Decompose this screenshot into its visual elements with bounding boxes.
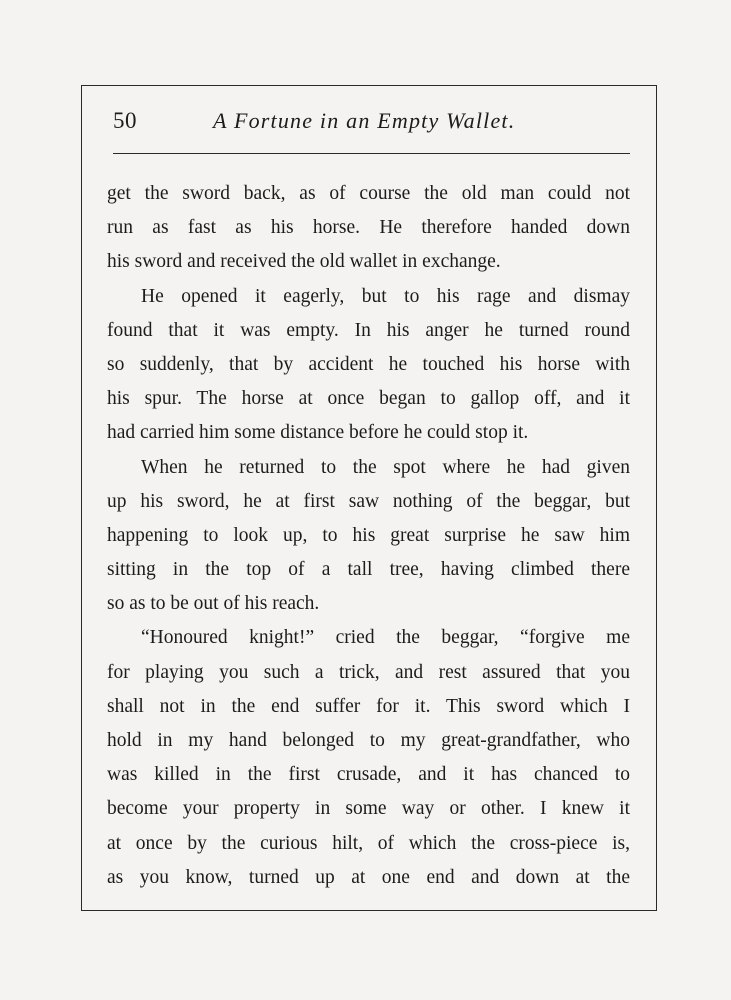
text-line: hold in my hand belonged to my great-grandfather, who [107, 730, 630, 751]
text-line: “Honoured knight!” cried the beggar, “forgive me [141, 627, 630, 649]
text-line: When he returned to the spot where he had given [141, 456, 630, 478]
text-line: his spur. The horse at once began to gallop off, and it [107, 388, 630, 410]
text-line: found that it was empty. In his anger he turned round [107, 319, 630, 341]
page-header [113, 104, 630, 144]
page-number: 50 [113, 108, 137, 133]
body-text [107, 177, 630, 895]
text-line: had carried him some distance before he could stop it. [107, 422, 529, 444]
text-line: get the sword back, as of course the old man could not [107, 183, 630, 204]
text-line: sitting in the top of a tall tree, having climbed there [107, 559, 630, 581]
text-line: his sword and received the old wallet in exchange. [107, 251, 501, 273]
text-line: become your property in some way or other. I knew it [107, 798, 630, 820]
text-line: as you know, turned up at one end and down at the [107, 866, 630, 888]
text-line: shall not in the end suffer for it. This sword which I [107, 695, 630, 717]
text-line: up his sword, he at first saw nothing of the beggar, but [107, 490, 630, 512]
paragraph [107, 621, 630, 895]
text-line: for playing you such a trick, and rest assured that you [107, 661, 630, 683]
text-line: was killed in the first crusade, and it has chanced to [107, 764, 630, 786]
text-line: happening to look up, to his great surprise he saw him [107, 524, 630, 546]
text-line: He opened it eagerly, but to his rage and dismay [141, 285, 630, 307]
paragraph [107, 451, 630, 622]
text-line: at once by the curious hilt, of which the cross-piece is, [107, 832, 630, 854]
paragraph [107, 177, 630, 280]
text-line: so as to be out of his reach. [107, 593, 320, 615]
paragraph [107, 280, 630, 451]
text-line: run as fast as his horse. He therefore handed down [107, 217, 630, 239]
header-rule [113, 153, 630, 154]
text-line: so suddenly, that by accident he touched his horse with [107, 353, 630, 375]
running-title: A Fortune in an Empty Wallet. [213, 108, 516, 133]
